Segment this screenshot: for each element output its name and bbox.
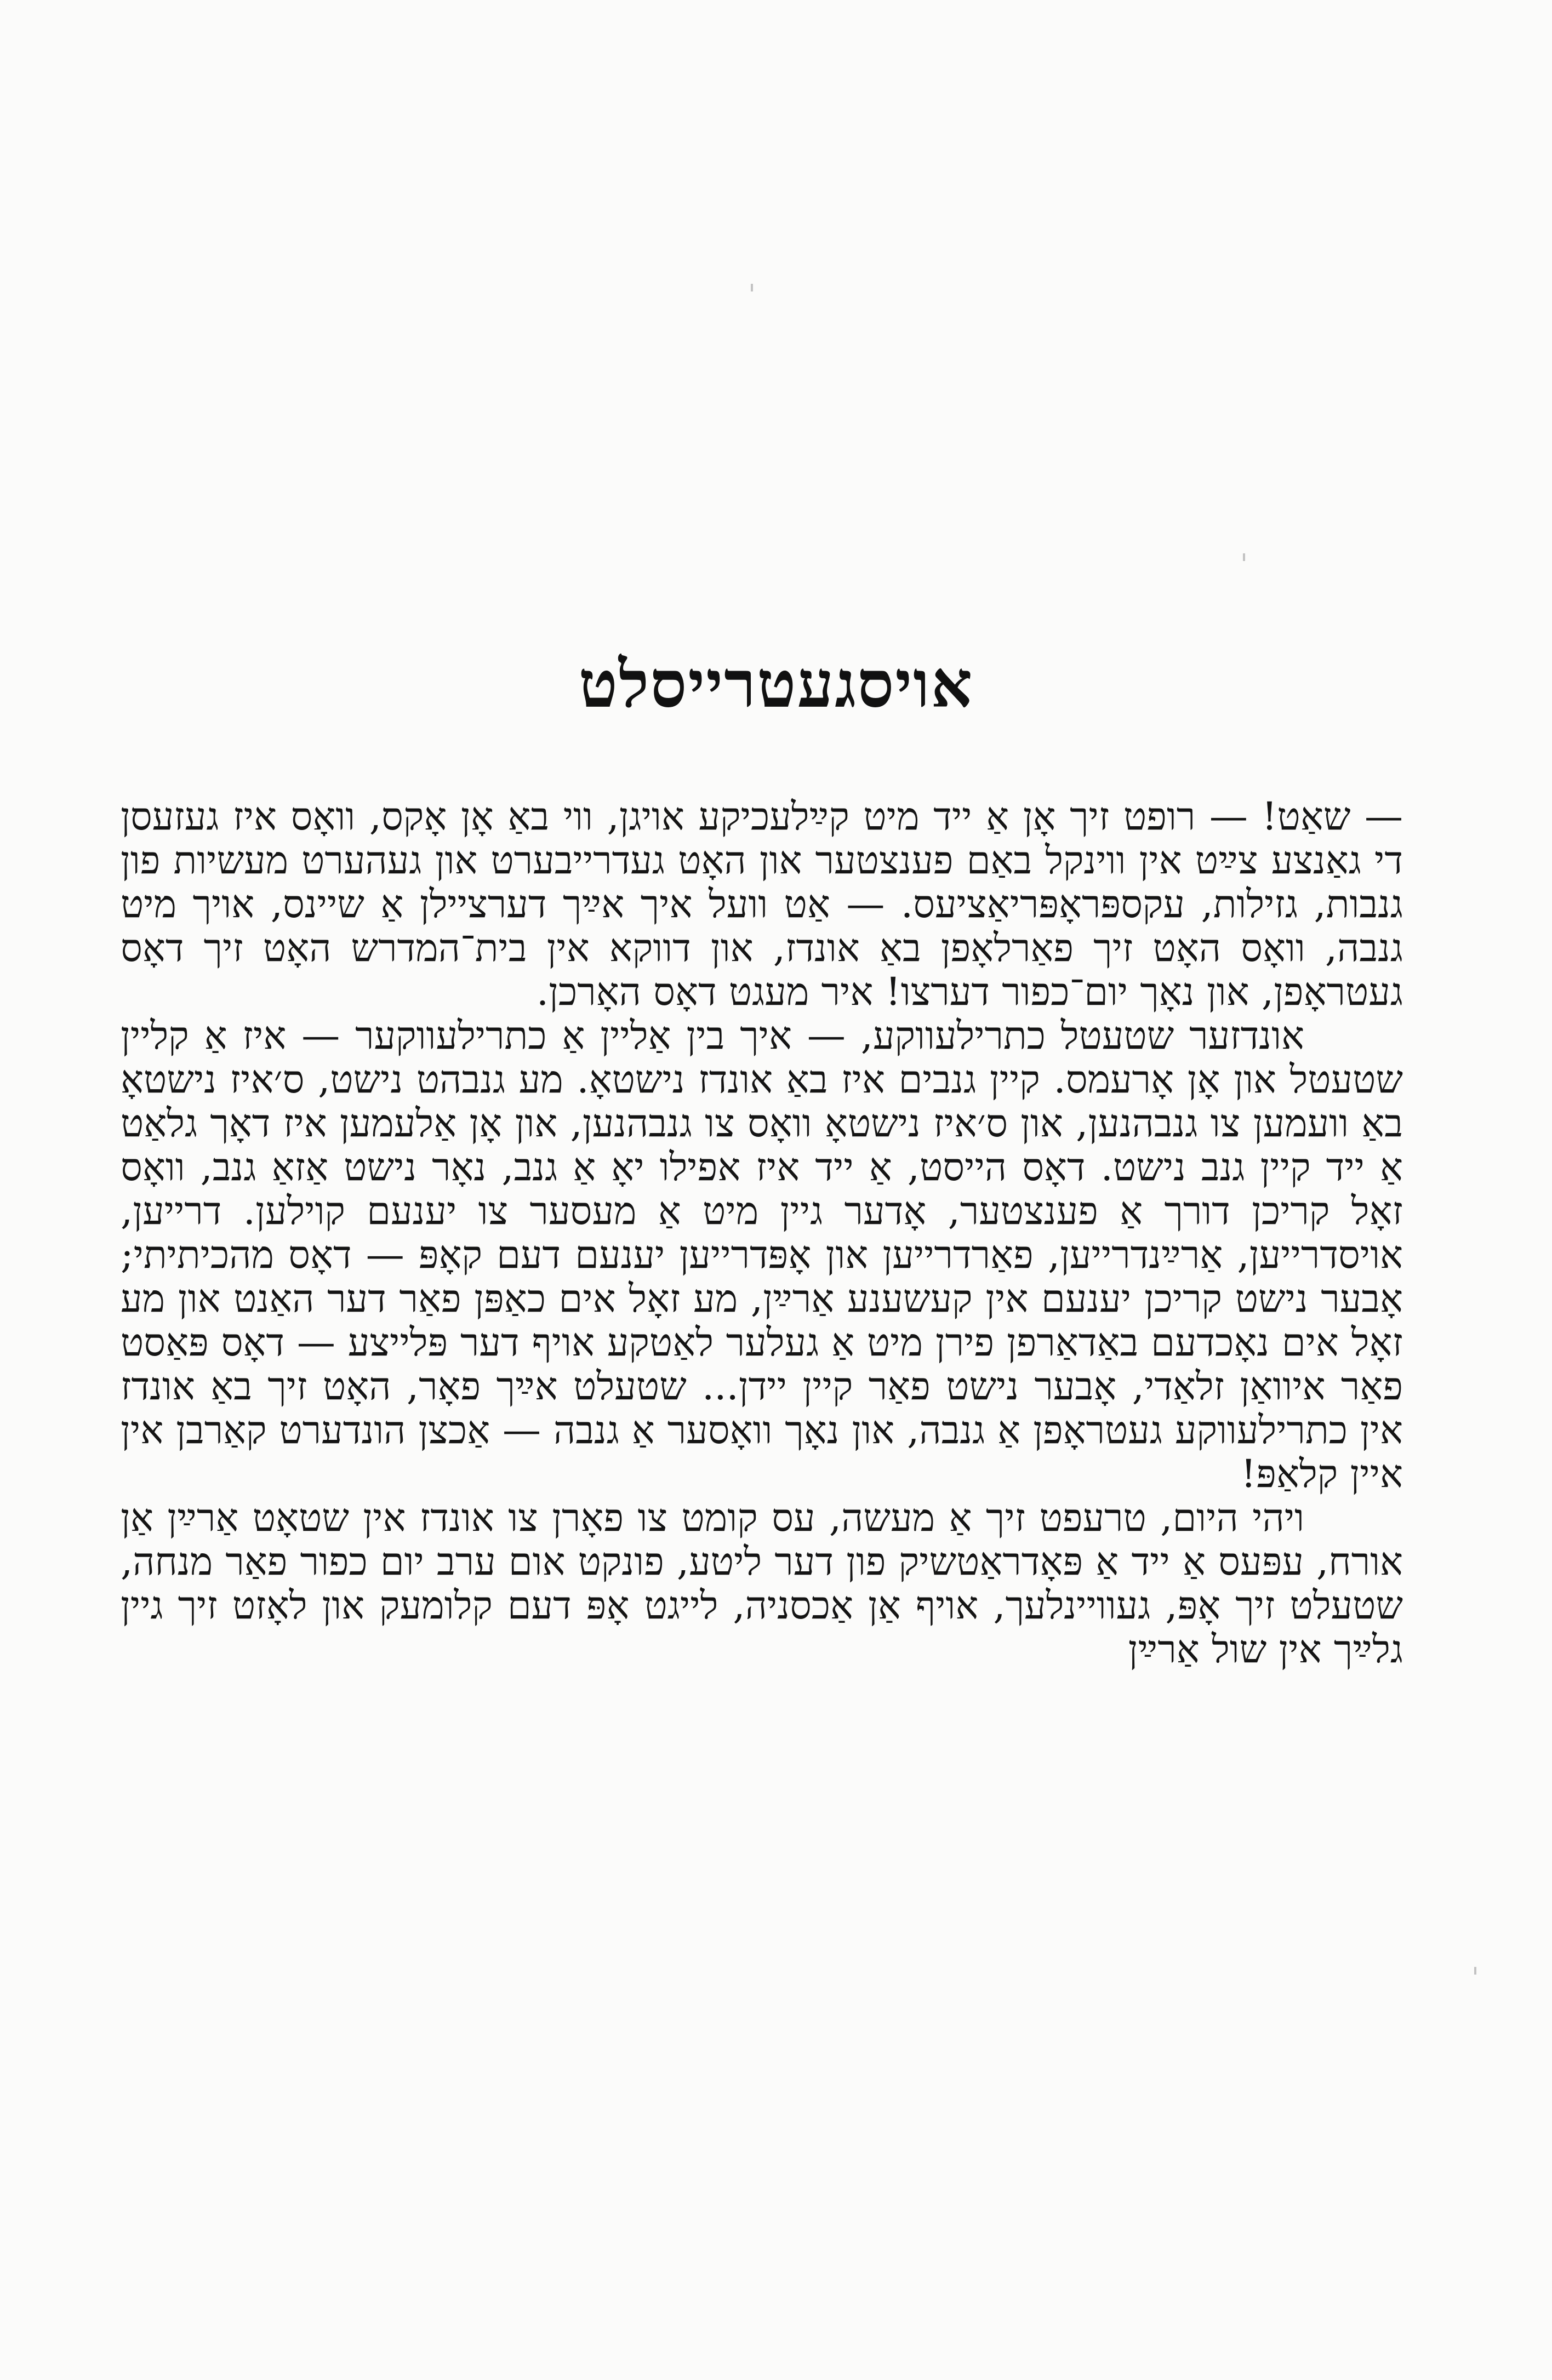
chapter-title: אויסגעטרייסלט [578,646,974,723]
page-speck [1474,1967,1476,1975]
page-speck [1243,553,1245,561]
paragraph-3: ויהי היום, טרעפט זיך אַ מעשה, עס קומט צו פאָרן צו אונדז אין שטאָט אַרײַן אַן אורח, עפּעס אַ ייד אַ פּאָדראַטשיק פון דער ליטע, פונקט אום ערב יום כפור פאַר מנחה, שטעלט זיך אָפּ, געוויינלעך, אויף אַן אַכסניה, לייגט אָפּ דעם קלומעק און לאָזט זיך גיין גלײַך אין שול אַרײַן [121,1495,1403,1672]
body-text [121,794,1403,1671]
page-speck [751,284,753,291]
paragraph-2: אונדזער שטעטל כתרילעווקע, — איך בין אַליין אַ כתרילעווקער — איז אַ קליין שטעטל און אָן אָרעמס. קיין גנבים איז באַ אונדז נישטאָ. מע גנבהט נישט, ס׳איז נישטאָ באַ וועמען צו גנבהנען, און ס׳איז נישטאָ וואָס צו גנבהנען, און אָן אַלעמען איז דאָך גלאַט אַ ייד קיין גנב נישט. דאָס הייסט, אַ ייד איז אפילו יאָ אַ גנב, נאָר נישט אַזאַ גנב, וואָס זאָל קריכן דורך אַ פענצטער, אָדער גיין מיט אַ מעסער צו יענעם קוילען. דרייען, אויסדרייען, אַרײַנדרייען, פאַרדרייען און אָפּדרייען יענעם דעם קאָפּ — דאָס מהכיתיתי; אָבער נישט קריכן יענעם אין קעשענע אַרײַן, מע זאָל אים כאַפּן פאַר דער האַנט און מע זאָל אים נאָכדעם באַדאַרפן פירן מיט אַ געלער לאַטקע אויף דער פּלייצע — דאָס פּאַסט פאַר איוואַן זלאַדי, אָבער נישט פאַר קיין יידן... שטעלט אײַך פאָר, האָט זיך באַ אונדז אין כתרילעווקע געטראָפן אַ גנבה, און נאָך וואָסער אַ גנבה — אַכצן הונדערט קאַרבן אין איין קלאַפּ! [121,1013,1403,1496]
paragraph-1: — שאַט! — רופט זיך אָן אַ ייד מיט קײַלעכיקע אויגן, ווי באַ אָן אָקס, וואָס איז געזעסן די גאַנצע צײַט אין ווינקל באַם פענצטער און האָט געדרייבערט און געהערט מעשיות פון גנבות, גזילות, עקספּראָפּריאַציעס. — אַט וועל איך אײַך דערציילן אַ שיינס, אויך מיט גנבה, וואָס האָט זיך פאַרלאָפן באַ אונדז, און דווקא אין בית־המדרש האָט זיך דאָס געטראָפן, און נאָך יום־כפור דערצו! איר מעגט דאָס האָרכן. [121,794,1403,1014]
